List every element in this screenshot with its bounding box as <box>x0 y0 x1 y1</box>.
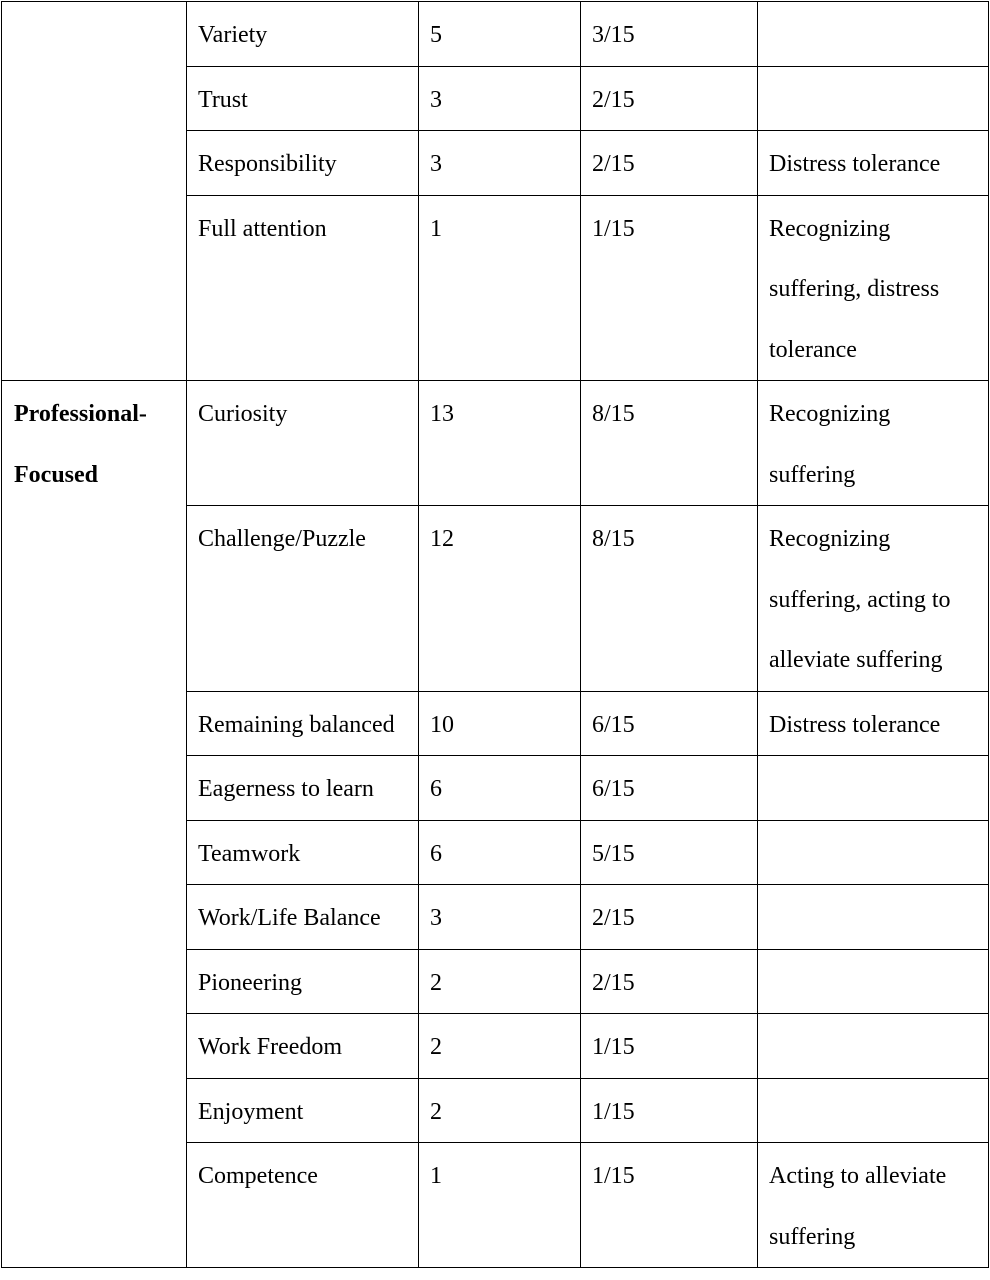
count-cell: 1 <box>419 195 581 381</box>
fraction-cell: 2/15 <box>581 131 758 196</box>
fraction-cell: 2/15 <box>581 949 758 1014</box>
count-cell: 2 <box>419 1078 581 1143</box>
count-cell: 3 <box>419 66 581 131</box>
component-cell: Recognizing suffering <box>758 381 989 506</box>
component-cell <box>758 756 989 821</box>
component-cell <box>758 949 989 1014</box>
value-cell: Teamwork <box>187 820 419 885</box>
value-cell: Variety <box>187 2 419 67</box>
count-cell: 5 <box>419 2 581 67</box>
fraction-cell: 1/15 <box>581 1014 758 1079</box>
category-cell: Professional-Focused <box>2 381 187 1268</box>
fraction-cell: 1/15 <box>581 1078 758 1143</box>
fraction-cell: 6/15 <box>581 756 758 821</box>
count-cell: 2 <box>419 949 581 1014</box>
count-cell: 10 <box>419 691 581 756</box>
value-cell: Curiosity <box>187 381 419 506</box>
table-row <box>2 381 989 506</box>
category-cell <box>2 2 187 381</box>
table-row <box>2 2 989 67</box>
value-cell: Challenge/Puzzle <box>187 506 419 692</box>
count-cell: 12 <box>419 506 581 692</box>
count-cell: 6 <box>419 820 581 885</box>
fraction-cell: 3/15 <box>581 2 758 67</box>
component-cell <box>758 2 989 67</box>
value-cell: Remaining balanced <box>187 691 419 756</box>
count-cell: 1 <box>419 1143 581 1268</box>
component-cell: Distress tolerance <box>758 691 989 756</box>
value-cell: Trust <box>187 66 419 131</box>
count-cell: 6 <box>419 756 581 821</box>
component-cell <box>758 820 989 885</box>
component-cell: Recognizing suffering, acting to alleviate suffering <box>758 506 989 692</box>
fraction-cell: 1/15 <box>581 195 758 381</box>
fraction-cell: 8/15 <box>581 381 758 506</box>
value-cell: Pioneering <box>187 949 419 1014</box>
count-cell: 13 <box>419 381 581 506</box>
fraction-cell: 8/15 <box>581 506 758 692</box>
component-cell: Distress tolerance <box>758 131 989 196</box>
value-cell: Competence <box>187 1143 419 1268</box>
fraction-cell: 2/15 <box>581 66 758 131</box>
value-cell: Work/Life Balance <box>187 885 419 950</box>
fraction-cell: 1/15 <box>581 1143 758 1268</box>
component-cell <box>758 66 989 131</box>
value-cell: Work Freedom <box>187 1014 419 1079</box>
value-cell: Responsibility <box>187 131 419 196</box>
value-cell: Full attention <box>187 195 419 381</box>
fraction-cell: 2/15 <box>581 885 758 950</box>
values-table <box>1 1 989 1268</box>
value-cell: Eagerness to learn <box>187 756 419 821</box>
count-cell: 3 <box>419 885 581 950</box>
fraction-cell: 5/15 <box>581 820 758 885</box>
fraction-cell: 6/15 <box>581 691 758 756</box>
component-cell: Acting to alleviate suffering <box>758 1143 989 1268</box>
component-cell <box>758 1014 989 1079</box>
value-cell: Enjoyment <box>187 1078 419 1143</box>
component-cell <box>758 1078 989 1143</box>
count-cell: 3 <box>419 131 581 196</box>
component-cell: Recognizing suffering, distress tolerance <box>758 195 989 381</box>
component-cell <box>758 885 989 950</box>
count-cell: 2 <box>419 1014 581 1079</box>
